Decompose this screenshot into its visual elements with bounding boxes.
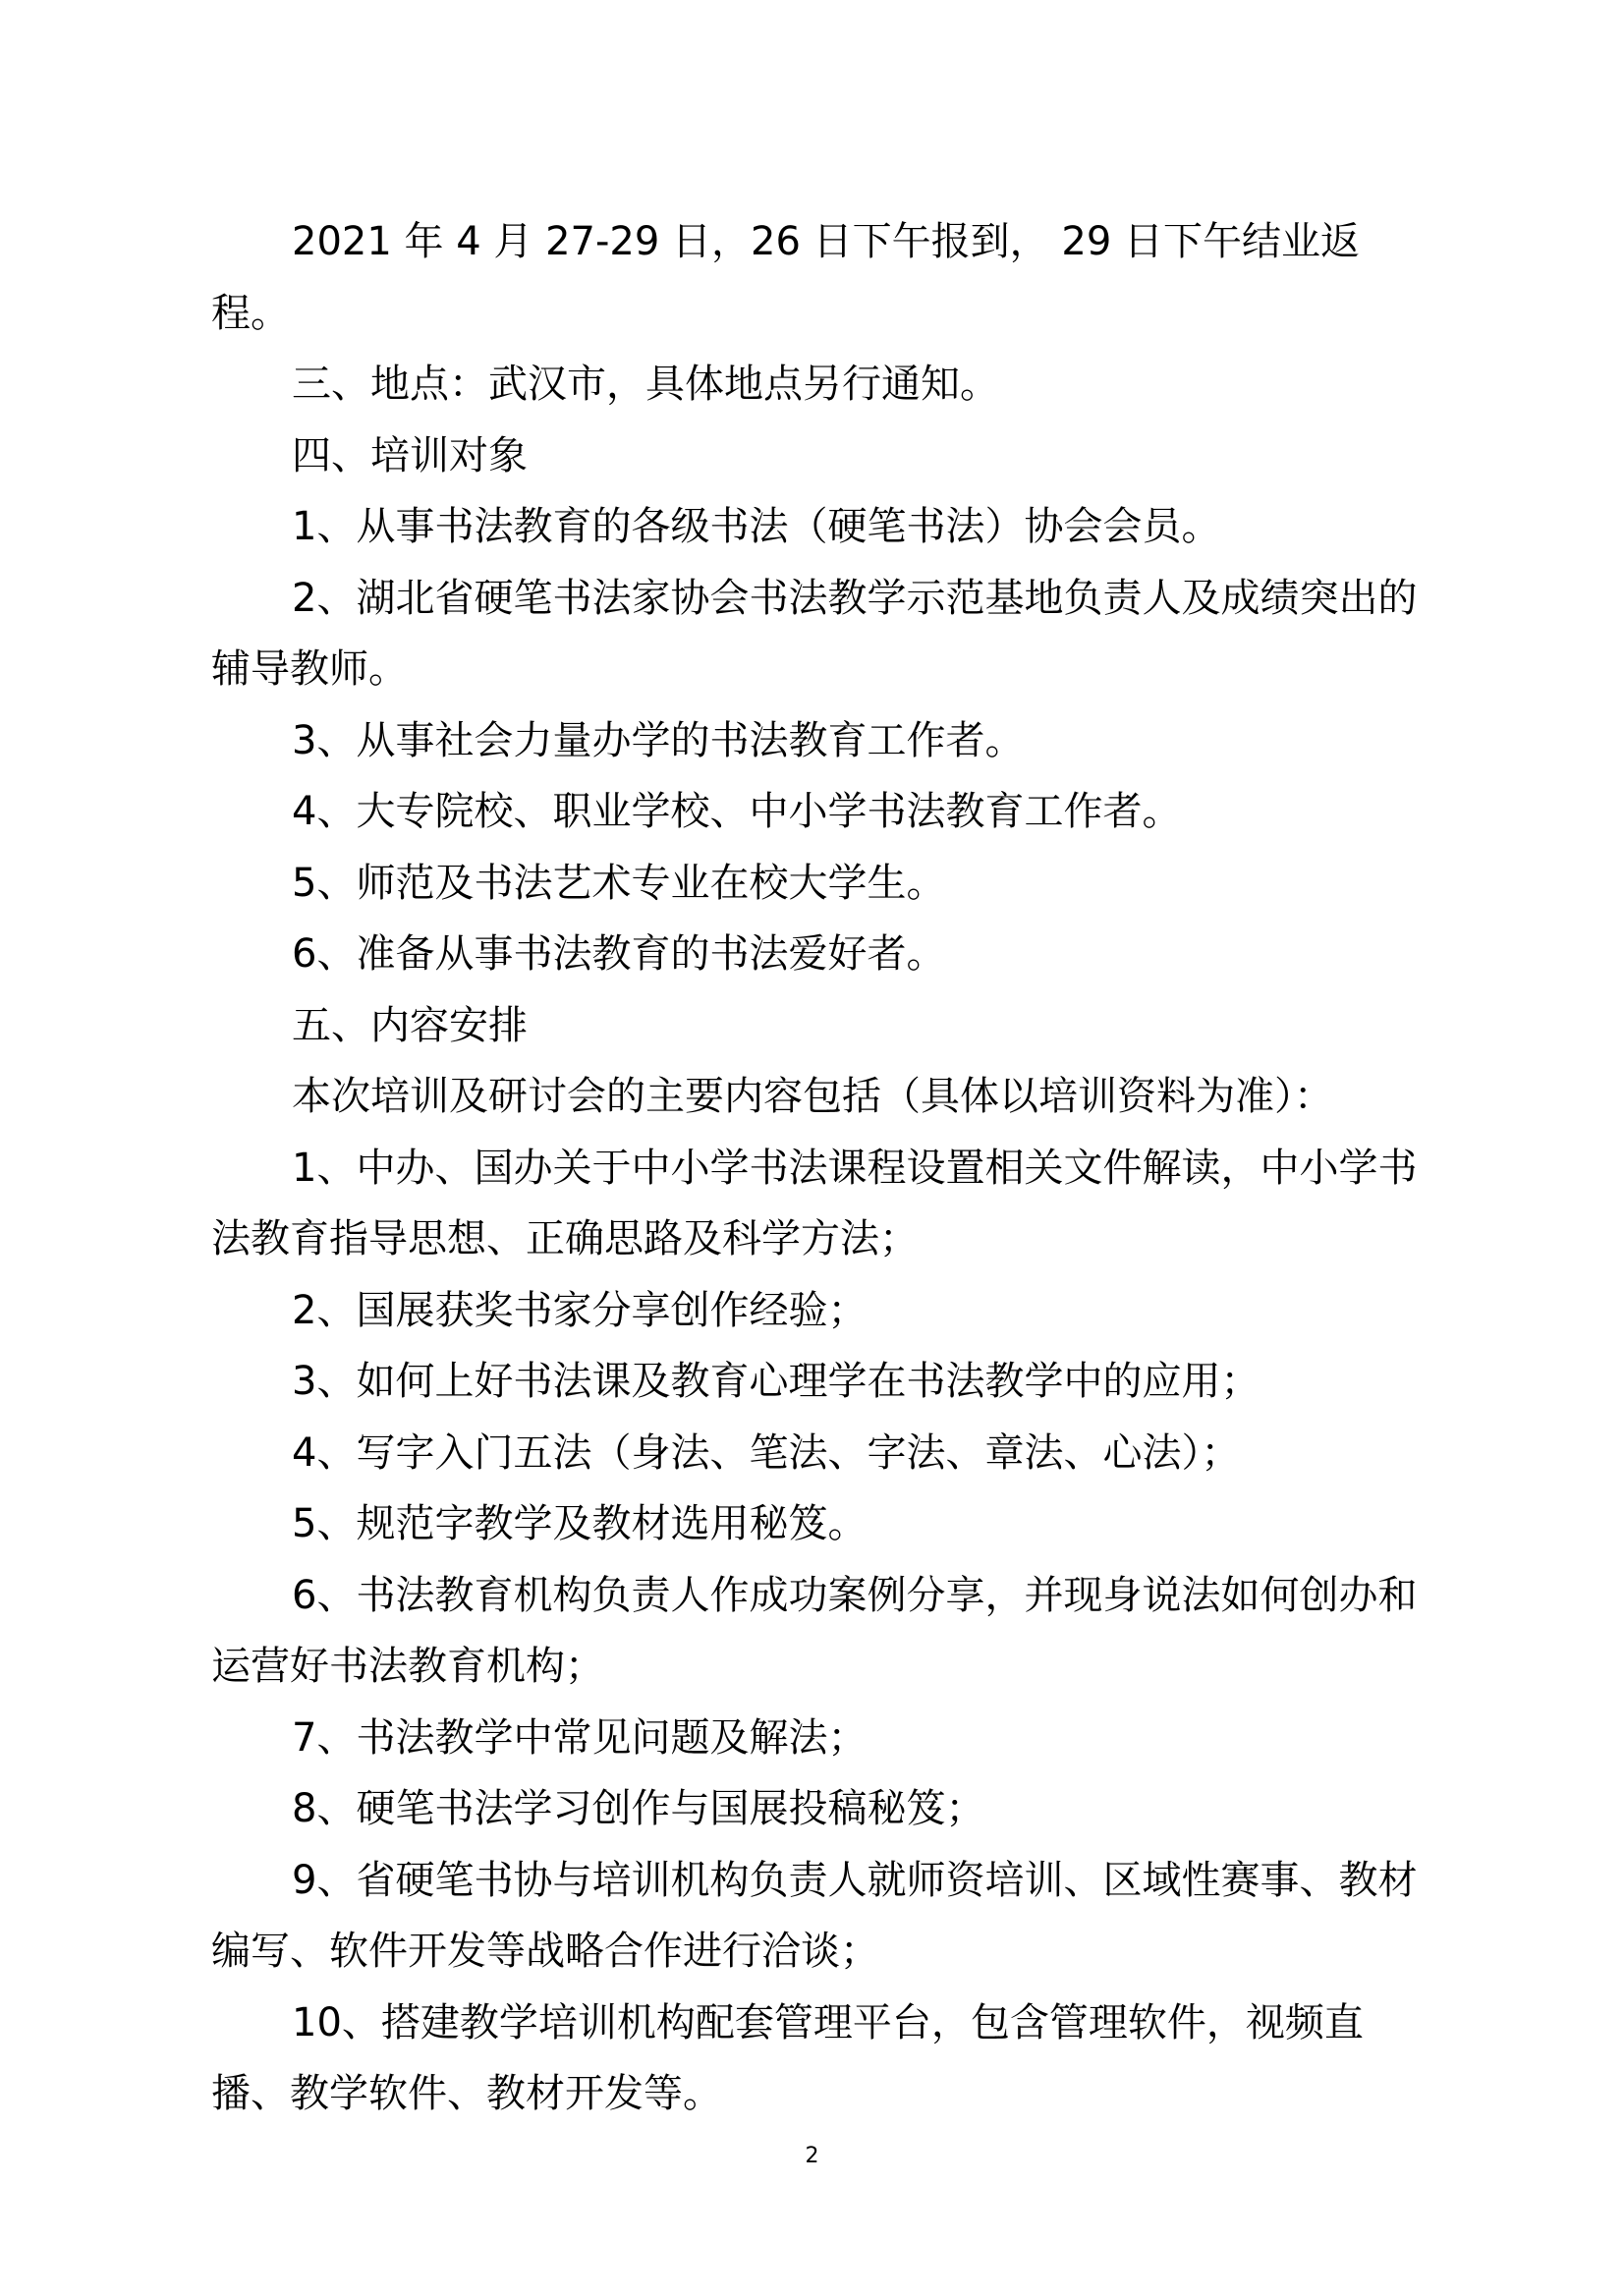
participant-item-3: 3、从事社会力量办学的书法教育工作者。 [292,717,1025,763]
section-heading-participants: 四、培训对象 [292,432,528,478]
content-item-5: 5、规范字教学及教材选用秘笈。 [292,1501,868,1546]
content-item-8: 8、硬笔书法学习创作与国展投稿秘笈； [292,1786,985,1831]
content-item-7: 7、书法教学中常见问题及解法； [292,1714,868,1761]
content-intro: 本次培训及研讨会的主要内容包括（具体以培训资料为准）： [292,1074,1333,1119]
participant-item-5: 5、师范及书法艺术专业在校大学生。 [292,860,946,906]
content-item-3: 3、如何上好书法课及教育心理学在书法教学中的应用； [292,1359,1260,1404]
document-body [211,206,1425,2130]
page-number: 2 [805,2144,819,2168]
paragraph-location: 三、地点：武汉市，具体地点另行通知。 [292,362,999,407]
content-item-4: 4、写字入门五法（身法、笔法、字法、章法、心法）； [292,1429,1241,1476]
paragraph-schedule-dates: 2021 年 4 月 27-29 日，26 日下午报到， 29 日下午结业返程。 [211,219,1360,336]
content-item-1: 1、中办、国办关于中小学书法课程设置相关文件解读，中小学书法教育指导思想、正确思路及科学方法； [211,1145,1418,1261]
participant-item-4: 4、大专院校、职业学校、中小学书法教育工作者。 [292,789,1182,834]
participant-item-2: 2、湖北省硬笔书法家协会书法教学示范基地负责人及成绩突出的辅导教师。 [211,575,1418,692]
content-item-10: 10、搭建教学培训机构配套管理平台，包含管理软件，视频直播、教学软件、教材开发等。 [211,1999,1364,2116]
content-item-6: 6、书法教育机构负责人作成功案例分享，并现身说法如何创办和运营好书法教育机构； [211,1572,1418,1689]
participant-item-6: 6、准备从事书法教育的书法爱好者。 [292,931,946,977]
participant-item-1: 1、从事书法教育的各级书法（硬笔书法）协会会员。 [292,504,1221,549]
content-item-9: 9、省硬笔书协与培训机构负责人就师资培训、区域性赛事、教材编写、软件开发等战略合作进行洽谈； [211,1857,1418,1974]
section-heading-content: 五、内容安排 [292,1002,528,1048]
content-item-2: 2、国展获奖书家分享创作经验； [292,1287,868,1333]
